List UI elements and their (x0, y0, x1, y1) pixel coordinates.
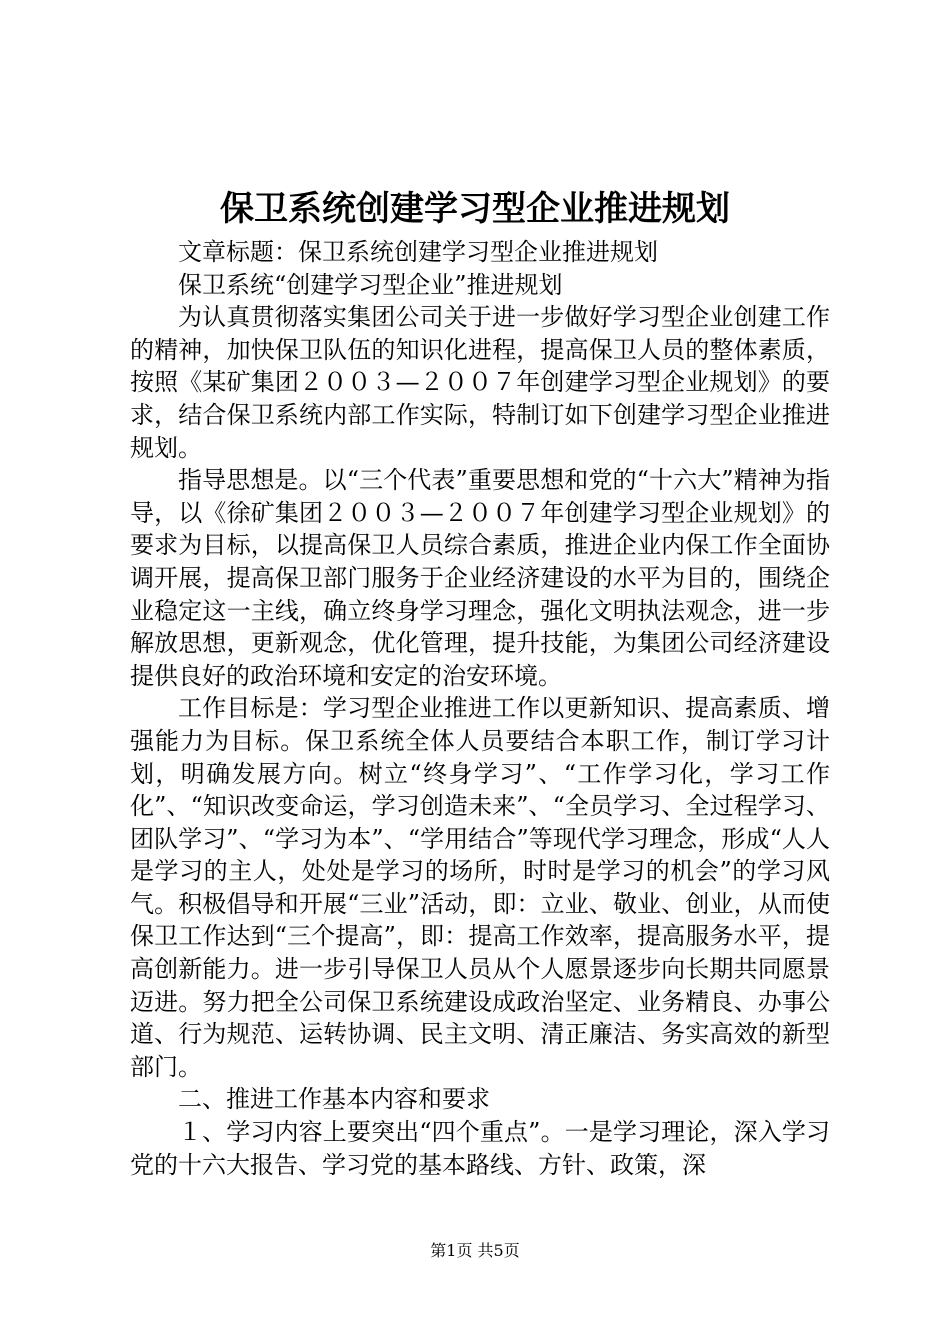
document-body (130, 236, 830, 1181)
guiding-ideology-paragraph: 指导思想是。以“三个代表”重要思想和党的“十六大”精神为指导，以《徐矿集团２００３—２００７年创建学习型企业规划》的要求为目标，以提高保卫人员综合素质，推进企业内保工作全面协调开展，提高保卫部门服务于企业经济建设的水平为目的，围绕企业稳定这一主线，确立终身学习理念，强化文明执法观念，进一步解放思想，更新观念，优化管理，提升技能，为集团公司经济建设提供良好的政治环境和安定的治安环境。 (130, 466, 830, 690)
intro-paragraph: 为认真贯彻落实集团公司关于进一步做好学习型企业创建工作的精神，加快保卫队伍的知识化进程，提高保卫人员的整体素质，按照《某矿集团２００３—２００７年创建学习型企业规划》的要求，结合保卫系统内部工作实际，特制订如下创建学习型企业推进规划。 (130, 303, 830, 462)
document-title: 保卫系统创建学习型企业推进规划 (220, 189, 730, 229)
content-paragraph: １、学习内容上要突出“四个重点”。一是学习理论，深入学习党的十六大报告、学习党的基本路线、方针、政策，深 (130, 1118, 830, 1179)
page-number: 第1页 共5页 (430, 1241, 520, 1260)
article-title-line: 文章标题：保卫系统创建学习型企业推进规划 (178, 238, 658, 266)
work-goal-paragraph: 工作目标是：学习型企业推进工作以更新知识、提高素质、增强能力为目标。保卫系统全体人员要结合本职工作，制订学习计划，明确发展方向。树立“终身学习”、“工作学习化，学习工作化”、“知识改变命运，学习创造未来”、“全员学习、全过程学习、团队学习”、“学习为本”、“学用结合”等现代学习理念，形成“人人是学习的主人，处处是学习的场所，时时是学习的机会”的学习风气。积极倡导和开展“三业”活动，即：立业、敬业、创业，从而使保卫工作达到“三个提高”，即：提高工作效率，提高服务水平，提高创新能力。进一步引导保卫人员从个人愿景逐步向长期共同愿景迈进。努力把全公司保卫系统建设成政治坚定、业务精良、办事公道、行为规范、运转协调、民主文明、清正廉洁、务实高效的新型部门。 (130, 694, 830, 1081)
subtitle-line: 保卫系统“创建学习型企业”推进规划 (178, 270, 563, 299)
section-heading: 二、推进工作基本内容和要求 (178, 1085, 490, 1114)
